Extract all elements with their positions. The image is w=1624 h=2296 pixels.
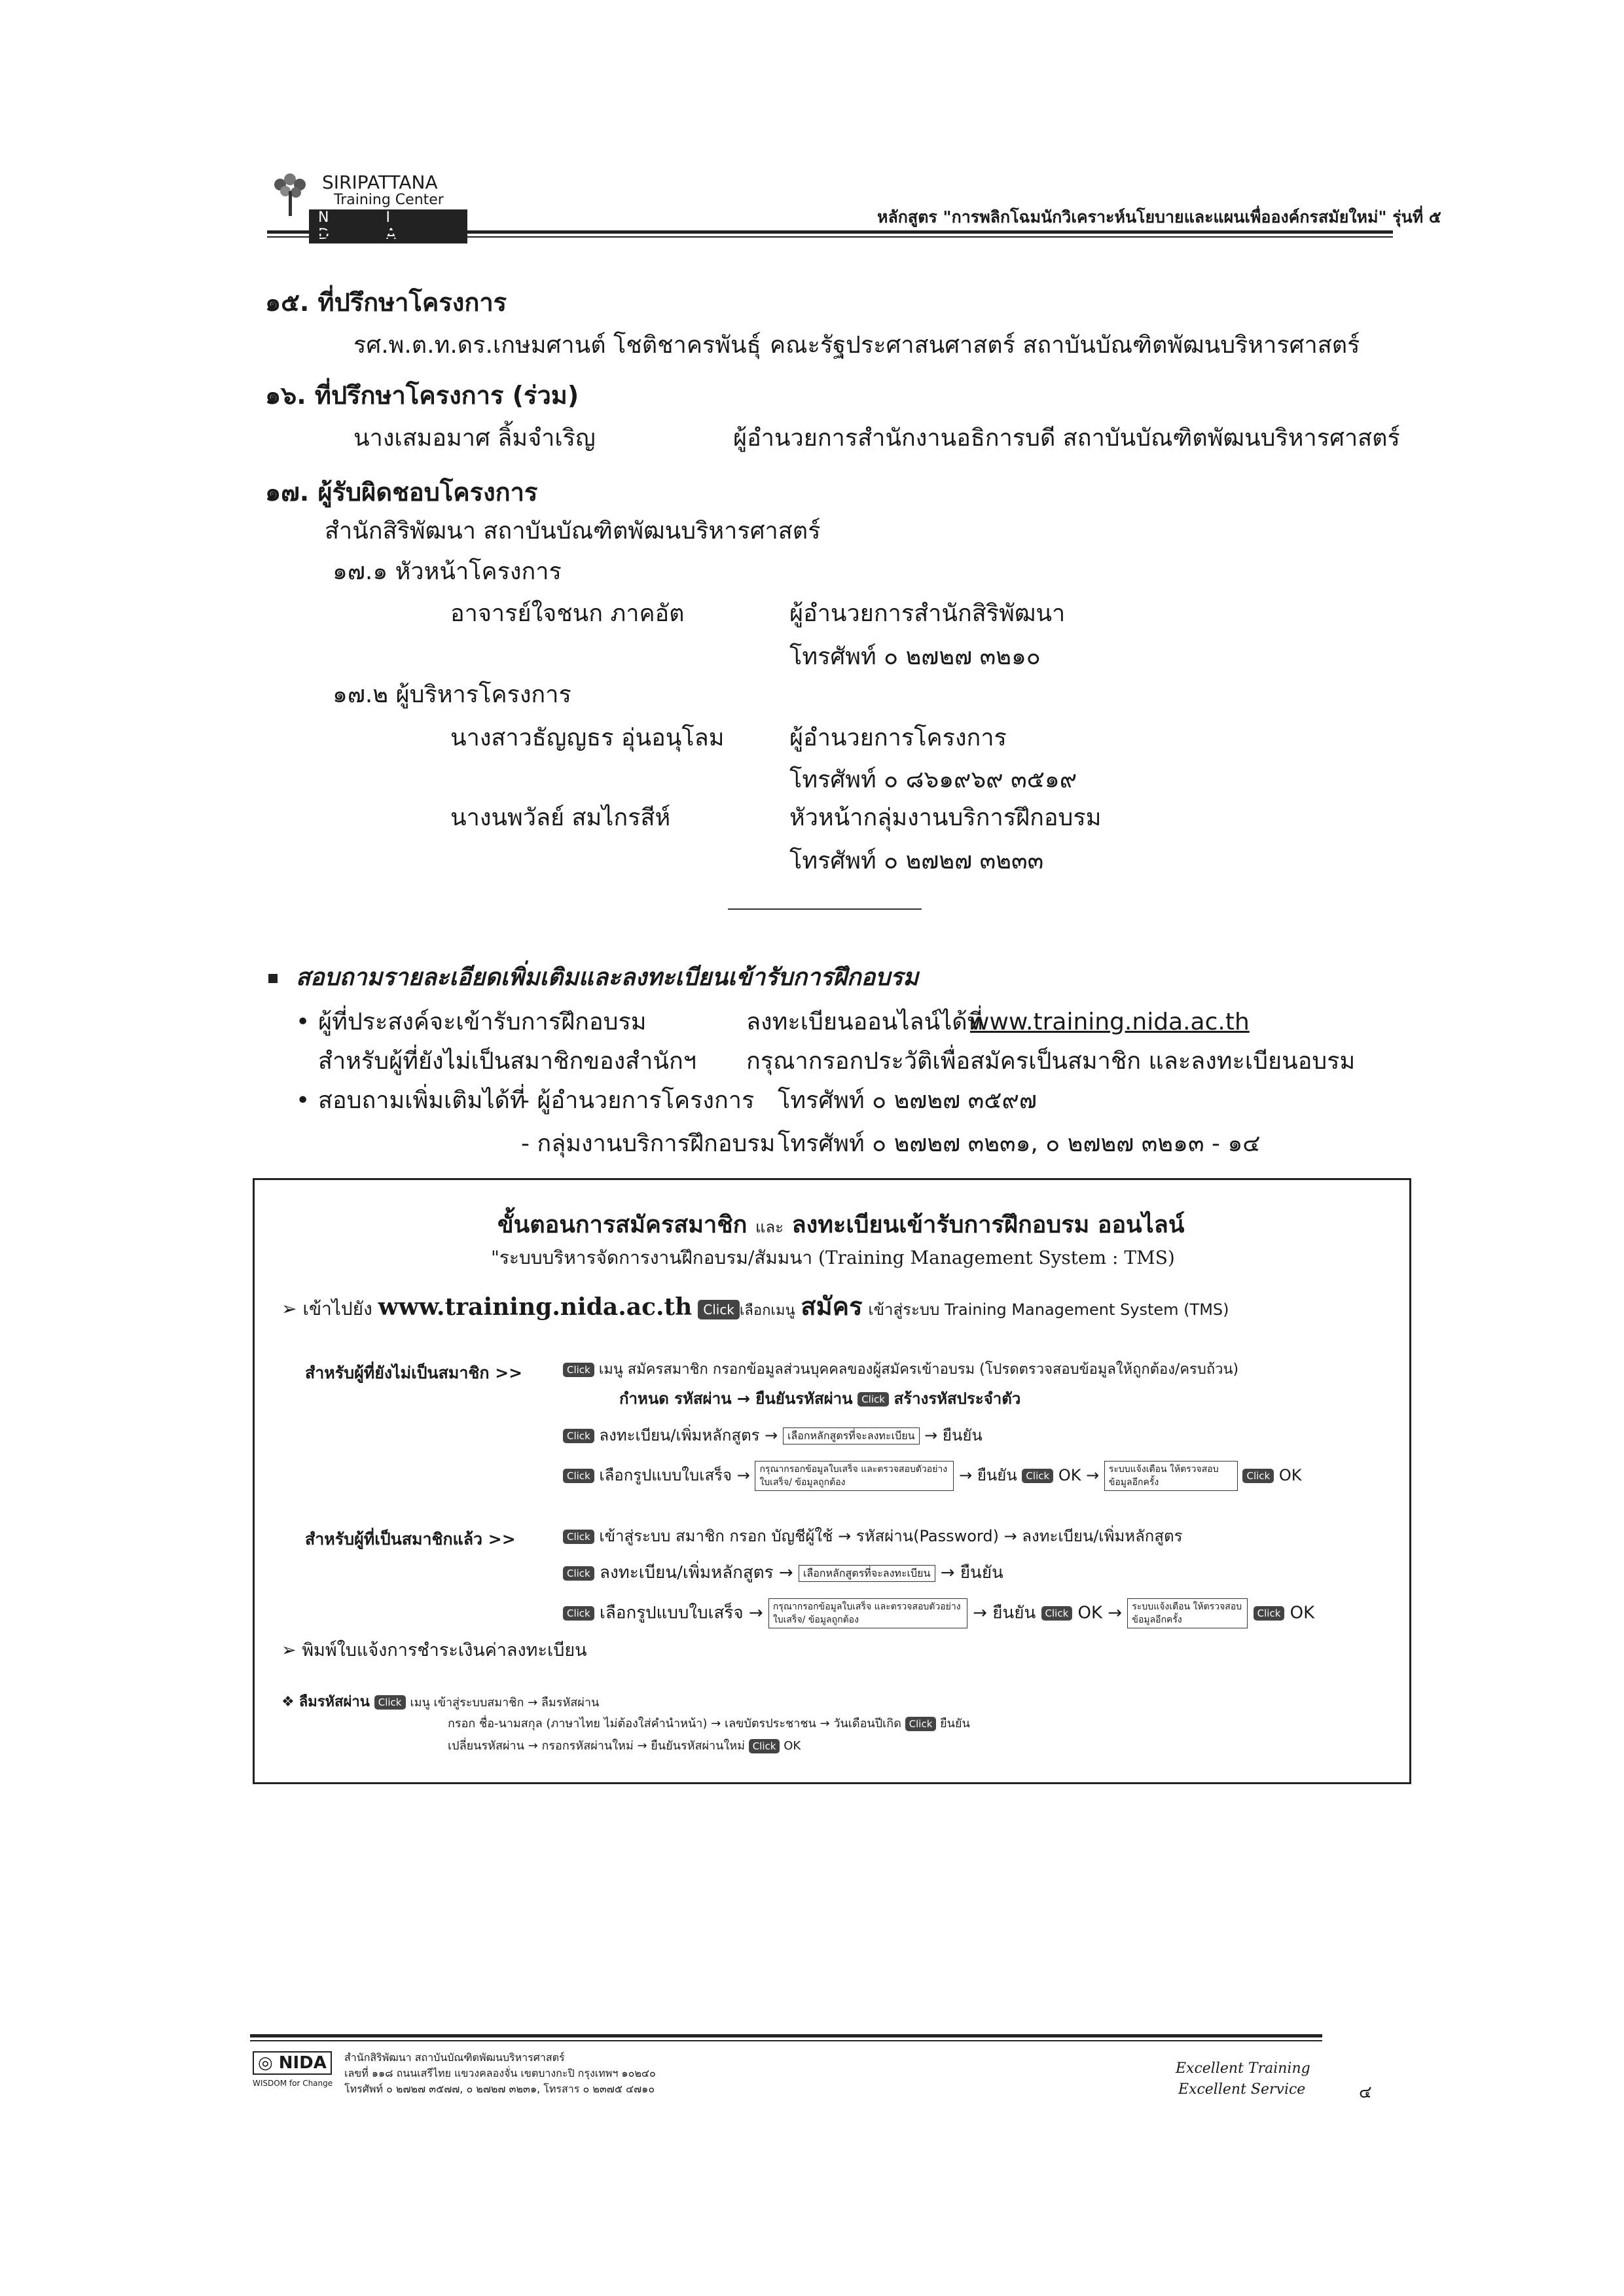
footer-address-1: สำนักสิริพัฒนา สถาบันบัณฑิตพัฒนบริหารศาสตร์: [344, 2051, 565, 2064]
arrow-icon: ➢: [281, 1298, 297, 1319]
footer-slogan-1: Excellent Training: [1176, 2060, 1310, 2077]
section-divider: [728, 908, 922, 910]
nida-logo: [253, 2051, 332, 2075]
inquiry-b2-tel-2: โทรศัพท์ ๐ ๒๗๒๗ ๓๒๓๑, ๐ ๒๗๒๗ ๓๒๑๓ - ๑๔: [778, 1130, 1261, 1157]
click-button-icon: Click: [374, 1695, 406, 1710]
step-1-apply: สมัคร: [801, 1292, 863, 1321]
section-17-2-position-1: ผู้อำนวยการโครงการ: [789, 725, 1007, 751]
box-title-a: ขั้นตอนการสมัครสมาชิก: [497, 1211, 748, 1238]
footer-address-3: โทรศัพท์ ๐ ๒๗๒๗ ๓๕๗๗, ๐ ๒๗๒๗ ๓๒๓๑, โทรสาร ๐ ๒๓๗๕ ๔๗๑๐: [344, 2083, 655, 2095]
footer-slogan-2: Excellent Service: [1178, 2081, 1306, 2098]
section-17-2-name-2: นางนพวัลย์ สมไกรสีห์: [450, 804, 671, 831]
footer-rule: [250, 2034, 1322, 2041]
member-line-3-box: กรุณากรอกข้อมูลใบเสร็จ และตรวจสอบตัวอย่างใบเสร็จ/ ข้อมูลถูกต้อง: [768, 1598, 967, 1628]
arrow-icon: ➢: [281, 1640, 297, 1660]
ok-text: OK: [784, 1739, 801, 1753]
non-member-line-3-box: เลือกหลักสูตรที่จะลงทะเบียน: [783, 1427, 920, 1444]
member-line-3: Click เลือกรูปแบบใบเสร็จ → กรุณากรอกข้อมูลใบเสร็จ และตรวจสอบตัวอย่างใบเสร็จ/ ข้อมูลถูกต้อง → ยืนยัน Click OK → ระบบแจ้งเตือน ให้ตรวจสอบข้อมูลอีกครั้ง Click OK: [563, 1598, 1314, 1628]
section-16-title: ๑๖. ที่ปรึกษาโครงการ (ร่วม): [265, 381, 579, 410]
inquiry-b1-right: ลงทะเบียนออนไลน์ได้ที่: [746, 1009, 983, 1035]
step-1-post: เข้าสู่ระบบ Training Management System (TMS): [868, 1300, 1229, 1319]
section-17-1-name: อาจารย์ใจชนก ภาคอัต: [450, 600, 685, 627]
inquiry-b2-contact-2: - กลุ่มงานบริการฝึกอบรม: [521, 1130, 776, 1157]
forgot-line-2-end: ยืนยัน: [940, 1717, 970, 1731]
inquiry-b2-tel-1: โทรศัพท์ ๐ ๒๗๒๗ ๓๕๙๗: [778, 1087, 1037, 1114]
non-member-line-3: [563, 1424, 983, 1446]
inquiry-b1-left: ผู้ที่ประสงค์จะเข้ารับการฝึกอบรม: [318, 1009, 647, 1035]
nida-logo-text: NIDA: [278, 2053, 327, 2073]
member-line-3-box-2: ระบบแจ้งเตือน ให้ตรวจสอบข้อมูลอีกครั้ง: [1127, 1598, 1248, 1628]
forgot-line-2: [448, 1715, 970, 1733]
non-member-line-4-text: เลือกรูปแบบใบเสร็จ →: [599, 1466, 750, 1484]
box-subtitle: "ระบบบริหารจัดการงานฝึกอบรม/สัมมนา (Training Management System : TMS): [491, 1247, 1175, 1268]
member-label: สำหรับผู้ที่เป็นสมาชิกแล้ว >>: [305, 1530, 516, 1549]
footer-address-2: เลขที่ ๑๑๘ ถนนเสรีไทย แขวงคลองจั่น เขตบางกะปิ กรุงเทพฯ ๑๐๒๔๐: [344, 2067, 656, 2079]
non-member-line-4-mid: → ยืนยัน: [959, 1466, 1017, 1484]
ok-text: OK: [1058, 1466, 1081, 1484]
click-button-icon: Click: [905, 1717, 937, 1731]
inquiry-b1-right-2: กรุณากรอกประวัติเพื่อสมัครเป็นสมาชิก และลงทะเบียนอบรม: [746, 1048, 1356, 1075]
forgot-line-3: [448, 1737, 801, 1755]
non-member-line-4-box: กรุณากรอกข้อมูลใบเสร็จ และตรวจสอบตัวอย่างใบเสร็จ/ ข้อมูลถูกต้อง: [755, 1461, 954, 1491]
training-website-link[interactable]: www.training.nida.ac.th: [970, 1009, 1250, 1035]
member-line-2: [563, 1562, 1003, 1584]
course-title: หลักสูตร "การพลิกโฉมนักวิเคราะห์นโยบายและแผนเพื่อองค์กรสมัยใหม่" รุ่นที่ ๕: [877, 207, 1441, 226]
section-16-name: นางเสมอมาศ ลิ้มจำเริญ: [353, 425, 596, 452]
click-button-icon: Click: [563, 1530, 594, 1544]
click-button-icon: Click: [698, 1300, 740, 1319]
diamond-bullet-icon: ❖: [281, 1694, 295, 1710]
section-15-name: รศ.พ.ต.ท.ดร.เกษมศานต์ โชติชาครพันธุ์: [353, 332, 761, 359]
step-1-menu: เลือกเมนู: [739, 1302, 795, 1319]
non-member-label: สำหรับผู้ที่ยังไม่เป็นสมาชิก >>: [305, 1363, 523, 1382]
click-button-icon: Click: [563, 1606, 594, 1621]
non-member-line-4: Click เลือกรูปแบบใบเสร็จ → กรุณากรอกข้อมูลใบเสร็จ และตรวจสอบตัวอย่างใบเสร็จ/ ข้อมูลถูกต้อง → ยืนยัน Click OK → ระบบแจ้งเตือน ให้ตรวจสอบข้อมูลอีกครั้ง Click OK: [563, 1461, 1302, 1491]
click-button-icon: Click: [563, 1566, 594, 1581]
section-15-org: คณะรัฐประศาสนศาสตร์ สถาบันบัณฑิตพัฒนบริหารศาสตร์: [770, 332, 1360, 359]
click-button-icon: Click: [563, 1429, 594, 1443]
click-button-icon: Click: [1041, 1606, 1073, 1621]
print-step-text: พิมพ์ใบแจ้งการชำระเงินค่าลงทะเบียน: [302, 1640, 587, 1660]
non-member-line-3-text: ลงทะเบียน/เพิ่มหลักสูตร →: [599, 1426, 778, 1444]
click-button-icon: Click: [1254, 1606, 1285, 1621]
ok-text: OK: [1278, 1466, 1302, 1484]
non-member-line-4-box-2: ระบบแจ้งเตือน ให้ตรวจสอบข้อมูลอีกครั้ง: [1104, 1461, 1238, 1491]
section-17-2-tel-1: โทรศัพท์ ๐ ๘๖๑๙๖๙ ๓๕๑๙: [789, 766, 1077, 793]
non-member-line-2: [619, 1388, 1020, 1410]
click-button-icon: Click: [563, 1363, 594, 1377]
member-line-1: [563, 1525, 1182, 1547]
nida-circle-icon: ◎: [258, 2053, 273, 2073]
logo-bar: N I D A: [309, 209, 467, 243]
member-line-3-mid: → ยืนยัน: [973, 1603, 1036, 1623]
inquiry-b1-left-2: สำหรับผู้ที่ยังไม่เป็นสมาชิกของสำนักฯ: [318, 1048, 696, 1075]
forgot-line-1: [281, 1693, 599, 1713]
non-member-line-2-end: สร้างรหัสประจำตัว: [893, 1390, 1021, 1408]
inquiry-title: สอบถามรายละเอียดเพิ่มเติมและลงทะเบียนเข้ารับการฝึกอบรม: [296, 964, 919, 991]
section-15-title: ๑๕. ที่ปรึกษาโครงการ: [265, 288, 507, 317]
click-button-icon: Click: [563, 1469, 594, 1483]
non-member-line-1: [563, 1359, 1238, 1381]
step-1-pre: เข้าไปยัง: [302, 1298, 372, 1319]
page-number: ๔: [1359, 2083, 1372, 2102]
nida-wisdom: WISDOM for Change: [253, 2079, 333, 2088]
inquiry-b2-label: สอบถามเพิ่มเติมได้ที่: [318, 1087, 526, 1114]
bullet-dot-2: •: [296, 1087, 310, 1114]
section-16-org: ผู้อำนวยการสำนักงานอธิการบดี สถาบันบัณฑิตพัฒนบริหารศาสตร์: [733, 425, 1400, 452]
non-member-line-3-end: → ยืนยัน: [924, 1426, 983, 1444]
logo-subtitle: Training Center: [334, 192, 444, 208]
inquiry-b2-contact-1: - ผู้อำนวยการโครงการ: [521, 1087, 755, 1114]
member-line-1-text: เข้าสู่ระบบ สมาชิก กรอก บัญชีผู้ใช้ → รหัสผ่าน(Password) → ลงทะเบียน/เพิ่มหลักสูตร: [599, 1527, 1183, 1545]
forgot-line-2-text: กรอก ชื่อ-นามสกุล (ภาษาไทย ไม่ต้องใส่คำนำหน้า) → เลขบัตรประชาชน → วันเดือนปีเกิด: [448, 1717, 901, 1731]
non-member-line-1-text: เมนู สมัครสมาชิก กรอกข้อมูลส่วนบุคคลของผู้สมัครเข้าอบรม (โปรดตรวจสอบข้อมูลให้ถูกต้อง/ครบถ้วน): [598, 1361, 1239, 1378]
section-17-2-name-1: นางสาวธัญญธร อุ่นอนุโลม: [450, 725, 725, 751]
member-line-2-box: เลือกหลักสูตรที่จะลงทะเบียน: [799, 1565, 935, 1582]
section-17-2-title: ๑๗.๒ ผู้บริหารโครงการ: [333, 681, 571, 708]
section-17-2-tel-2: โทรศัพท์ ๐ ๒๗๒๗ ๓๒๓๓: [789, 848, 1044, 874]
step-1-url[interactable]: www.training.nida.ac.th: [378, 1293, 693, 1321]
inquiry-bullet: [268, 974, 278, 983]
click-button-icon: Click: [1242, 1469, 1274, 1483]
section-17-1-position: ผู้อำนวยการสำนักสิริพัฒนา: [789, 600, 1066, 627]
ok-text: OK: [1077, 1603, 1103, 1623]
ok-text: OK: [1290, 1603, 1315, 1623]
print-step: [281, 1638, 587, 1664]
click-button-icon: Click: [749, 1739, 780, 1753]
non-member-line-2-text: กำหนด รหัสผ่าน → ยืนยันรหัสผ่าน: [619, 1390, 853, 1408]
box-title-and: และ: [755, 1218, 784, 1236]
section-17-2-position-2: หัวหน้ากลุ่มงานบริการฝึกอบรม: [789, 804, 1102, 831]
step-1: [281, 1293, 1229, 1324]
section-17-title: ๑๗. ผู้รับผิดชอบโครงการ: [265, 478, 538, 507]
forgot-line-1-text: เมนู เข้าสู่ระบบสมาชิก → ลืมรหัสผ่าน: [410, 1696, 600, 1710]
member-line-3-text: เลือกรูปแบบใบเสร็จ →: [600, 1603, 763, 1623]
click-button-icon: Click: [1022, 1469, 1053, 1483]
box-title-b: ลงทะเบียนเข้ารับการฝึกอบรม ออนไลน์: [791, 1211, 1185, 1238]
forgot-label: ลืมรหัสผ่าน: [298, 1694, 370, 1710]
section-17-1-title: ๑๗.๑ หัวหน้าโครงการ: [333, 558, 562, 585]
click-button-icon: Click: [857, 1392, 889, 1407]
logo-name: SIRIPATTANA: [322, 171, 438, 193]
box-title: [497, 1206, 1184, 1243]
tree-logo-icon: [267, 171, 313, 217]
member-line-2-end: → ยืนยัน: [940, 1563, 1003, 1583]
forgot-line-3-text: เปลี่ยนรหัสผ่าน → กรอกรหัสผ่านใหม่ → ยืนยันรหัสผ่านใหม่: [448, 1739, 745, 1753]
section-17-org: สำนักสิริพัฒนา สถาบันบัณฑิตพัฒนบริหารศาสตร์: [325, 518, 821, 545]
header-logo: [267, 171, 463, 243]
section-17-1-tel: โทรศัพท์ ๐ ๒๗๒๗ ๓๒๑๐: [789, 643, 1041, 670]
member-line-2-text: ลงทะเบียน/เพิ่มหลักสูตร →: [600, 1563, 793, 1583]
bullet-dot-1: •: [296, 1009, 310, 1035]
header-rule: [267, 230, 1393, 238]
